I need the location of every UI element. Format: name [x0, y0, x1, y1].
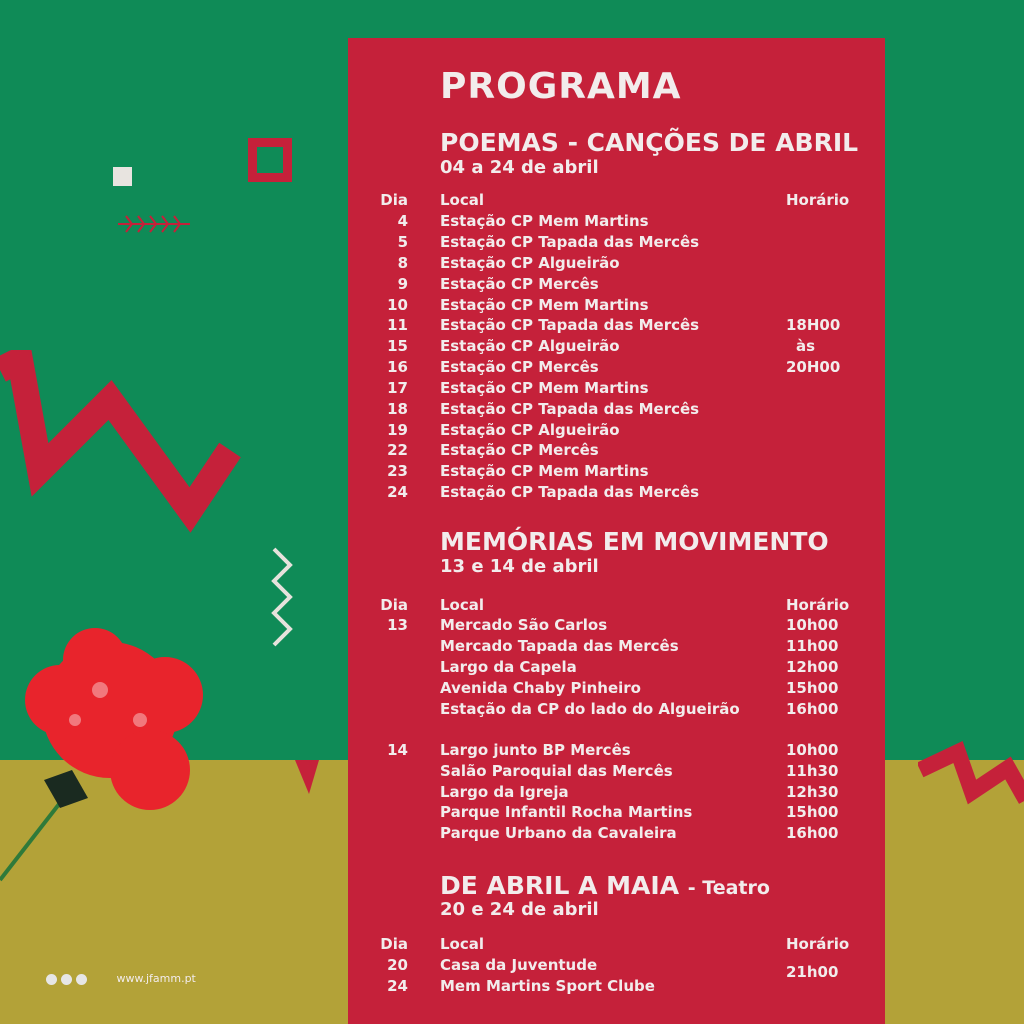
table-row: [370, 658, 860, 679]
program-title: PROGRAMA: [440, 66, 682, 107]
row-local: Mem Martins Sport Clube: [440, 977, 655, 995]
section-title-main: DE ABRIL A MAIA: [440, 871, 680, 900]
facebook-icon[interactable]: [46, 974, 57, 985]
row-day: 16: [387, 358, 408, 376]
row-local: Estação CP Tapada das Mercês: [440, 483, 700, 501]
table-row: [370, 637, 860, 658]
table-header: [370, 596, 860, 617]
header-time: Horário: [786, 596, 850, 614]
row-local: Casa da Juventude: [440, 956, 598, 974]
row-time: 20H00: [786, 358, 841, 376]
row-time: 12h00: [786, 658, 839, 676]
row-day: 5: [397, 233, 408, 251]
section-dates-de-abril: 20 e 24 de abril: [440, 899, 599, 920]
table-row: [370, 441, 860, 462]
table-row: [370, 212, 860, 233]
zigzag-decoration-right: [918, 740, 1024, 820]
table-row: [370, 783, 860, 804]
row-day: 8: [397, 254, 408, 272]
row-local: Salão Paroquial das Mercês: [440, 762, 673, 780]
row-local: Largo junto BP Mercês: [440, 741, 631, 759]
header-local: Local: [440, 191, 485, 209]
table-row: [370, 400, 860, 421]
fern-decoration: [116, 212, 196, 236]
row-day: 20: [387, 956, 408, 974]
row-time: às: [796, 337, 816, 355]
section-title-memorias: MEMÓRIAS EM MOVIMENTO: [440, 527, 829, 556]
table-row: [370, 296, 860, 317]
row-local: Estação CP Tapada das Mercês: [440, 316, 700, 334]
section-title-de-abril: [440, 871, 770, 900]
row-day: 15: [387, 337, 408, 355]
row-local: Estação CP Tapada das Mercês: [440, 400, 700, 418]
row-time: 15h00: [786, 679, 839, 697]
row-day: 11: [387, 316, 408, 334]
row-day: 23: [387, 462, 408, 480]
small-square-decoration: [113, 167, 132, 186]
row-local: Largo da Igreja: [440, 783, 569, 801]
row-local: Estação CP Algueirão: [440, 337, 620, 355]
table-row: [370, 275, 860, 296]
section-dates-memorias: 13 e 14 de abril: [440, 556, 599, 577]
row-local: Parque Urbano da Cavaleira: [440, 824, 677, 842]
instagram-icon[interactable]: [61, 974, 72, 985]
row-local: Largo da Capela: [440, 658, 577, 676]
table-row: [370, 762, 860, 783]
row-time: 11h00: [786, 637, 839, 655]
row-day: 22: [387, 441, 408, 459]
row-day: 14: [387, 741, 408, 759]
row-day: 10: [387, 296, 408, 314]
table-header: [370, 191, 860, 212]
table-row: [370, 462, 860, 483]
row-local: Mercado São Carlos: [440, 616, 608, 634]
section-dates-poemas: 04 a 24 de abril: [440, 157, 599, 178]
row-time: 10h00: [786, 616, 839, 634]
row-day: 24: [387, 977, 408, 995]
section-time-de-abril: 21h00: [786, 963, 839, 981]
section-title-poemas: POEMAS - CANÇÕES DE ABRIL: [440, 128, 859, 157]
red-triangle-decoration: [293, 758, 323, 798]
row-time: 18H00: [786, 316, 841, 334]
header-day: Dia: [380, 191, 408, 209]
row-time: 16h00: [786, 700, 839, 718]
zigzag-decoration-left: [0, 350, 250, 550]
table-row: [370, 824, 860, 845]
row-time: 15h00: [786, 803, 839, 821]
table-row: [370, 741, 860, 762]
row-time: 12h30: [786, 783, 839, 801]
youtube-icon[interactable]: [76, 974, 87, 985]
row-day: 19: [387, 421, 408, 439]
table-row: [370, 254, 860, 275]
row-local: Estação CP Mercês: [440, 358, 599, 376]
carnation-flower-icon: [0, 620, 220, 890]
row-day: 9: [397, 275, 408, 293]
row-local: Estação CP Mem Martins: [440, 296, 649, 314]
row-local: Estação CP Mem Martins: [440, 379, 649, 397]
row-time: 10h00: [786, 741, 839, 759]
header-local: Local: [440, 935, 485, 953]
table-row: [370, 358, 860, 379]
row-local: Mercado Tapada das Mercês: [440, 637, 679, 655]
row-local: Parque Infantil Rocha Martins: [440, 803, 693, 821]
table-row: [370, 337, 860, 358]
row-local: Estação CP Mercês: [440, 441, 599, 459]
table-row: [370, 679, 860, 700]
table-row: [370, 316, 860, 337]
table-header: [370, 935, 860, 956]
row-local: Avenida Chaby Pinheiro: [440, 679, 641, 697]
row-day: 18: [387, 400, 408, 418]
header-day: Dia: [380, 935, 408, 953]
website-link[interactable]: www.jfamm.pt: [116, 972, 196, 985]
table-row: [370, 483, 860, 504]
white-zigzag-decoration: [268, 545, 298, 655]
table-row: [370, 700, 860, 721]
row-day: 24: [387, 483, 408, 501]
table-row: [370, 616, 860, 637]
header-local: Local: [440, 596, 485, 614]
header-time: Horário: [786, 191, 850, 209]
row-local: Estação CP Tapada das Mercês: [440, 233, 700, 251]
row-day: 17: [387, 379, 408, 397]
row-time: 11h30: [786, 762, 839, 780]
table-row: [370, 233, 860, 254]
section-title-suffix: - Teatro: [687, 877, 770, 899]
row-day: 13: [387, 616, 408, 634]
row-local: Estação CP Mem Martins: [440, 212, 649, 230]
header-day: Dia: [380, 596, 408, 614]
table-row: [370, 803, 860, 824]
row-local: Estação CP Algueirão: [440, 421, 620, 439]
footer: [46, 972, 196, 985]
table-row: [370, 421, 860, 442]
row-time: 16h00: [786, 824, 839, 842]
row-local: Estação CP Mem Martins: [440, 462, 649, 480]
row-local: Estação CP Algueirão: [440, 254, 620, 272]
square-outline-decoration: [248, 138, 292, 182]
table-row: [370, 379, 860, 400]
header-time: Horário: [786, 935, 850, 953]
row-local: Estação da CP do lado do Algueirão: [440, 700, 740, 718]
row-local: Estação CP Mercês: [440, 275, 599, 293]
row-day: 4: [397, 212, 408, 230]
